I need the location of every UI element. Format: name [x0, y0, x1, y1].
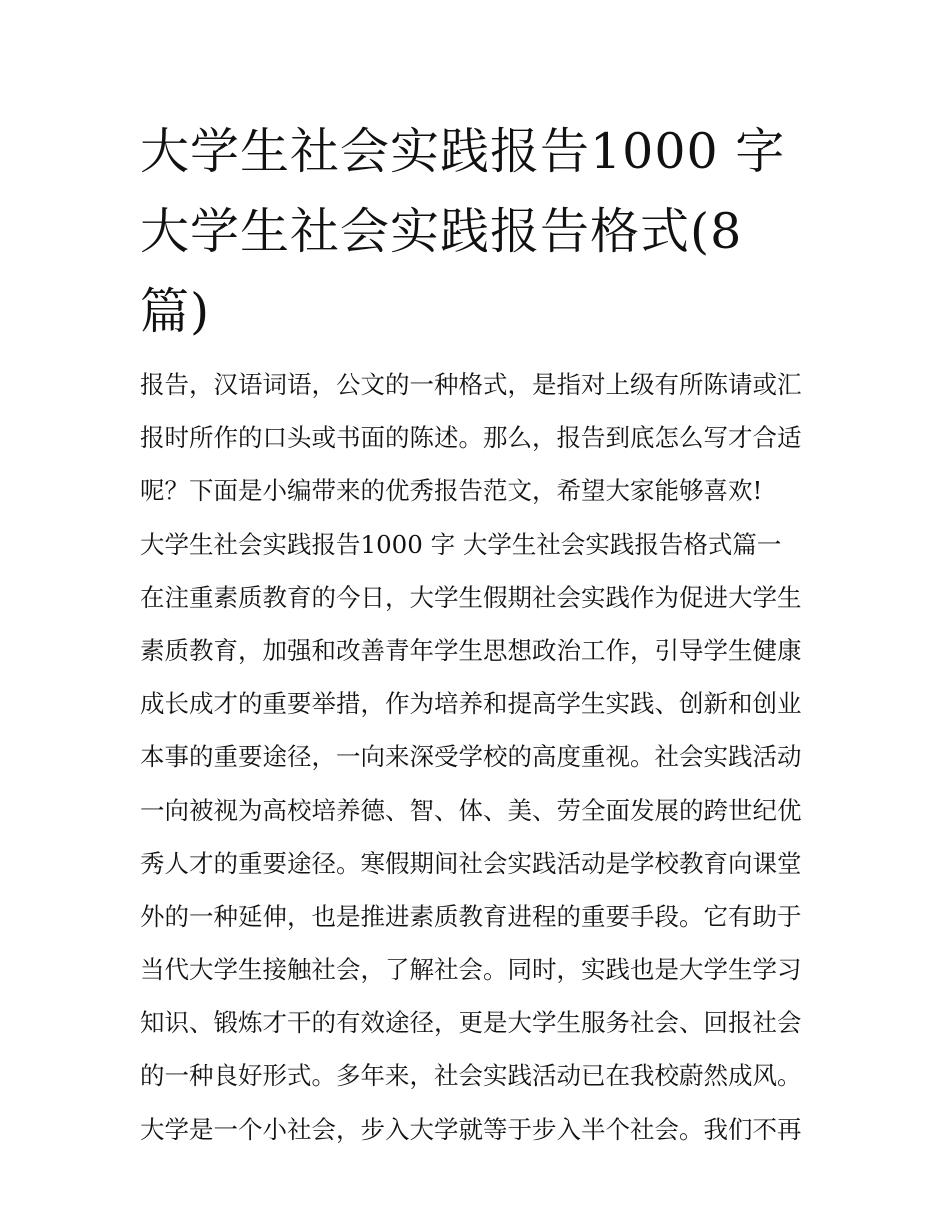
body-line: 一向被视为高校培养德、智、体、美、劳全面发展的跨世纪优 [140, 795, 802, 825]
body-line: 秀人才的重要途径。寒假期间社会实践活动是学校教育向课堂 [140, 848, 802, 878]
body-line: 报时所作的口头或书面的陈述。那么，报告到底怎么写才合适 [140, 423, 802, 453]
body-line: 的一种良好形式。多年来，社会实践活动已在我校蔚然成风。 [140, 1061, 802, 1091]
body-line: 在注重素质教育的今日，大学生假期社会实践作为促进大学生 [140, 582, 802, 612]
body-line: 知识、锻炼才干的有效途径，更是大学生服务社会、回报社会 [140, 1008, 802, 1038]
body-line: 大学是一个小社会，步入大学就等于步入半个社会。我们不再 [140, 1114, 802, 1144]
body-line: 成长成才的重要举措，作为培养和提高学生实践、创新和创业 [140, 689, 802, 719]
body-line: 报告，汉语词语，公文的一种格式，是指对上级有所陈请或汇 [140, 370, 802, 399]
section-heading: 大学生社会实践报告1000 字 大学生社会实践报告格式篇一 [140, 529, 782, 559]
body-line: 呢？下面是小编带来的优秀报告范文，希望大家能够喜欢! [140, 476, 763, 506]
body-line: 外的一种延伸，也是推进素质教育进程的重要手段。它有助于 [140, 901, 802, 931]
title-line: 篇) [140, 283, 211, 340]
title-line: 大学生社会实践报告格式(8 [140, 203, 743, 260]
title-line: 大学生社会实践报告1000 字 [140, 123, 786, 180]
body-line: 本事的重要途径，一向来深受学校的高度重视。社会实践活动 [140, 742, 802, 772]
document-title [140, 112, 820, 352]
document-body [140, 358, 820, 1156]
body-line: 当代大学生接触社会，了解社会。同时，实践也是大学生学习 [140, 955, 802, 985]
body-line: 素质教育，加强和改善青年学生思想政治工作，引导学生健康 [140, 635, 802, 665]
